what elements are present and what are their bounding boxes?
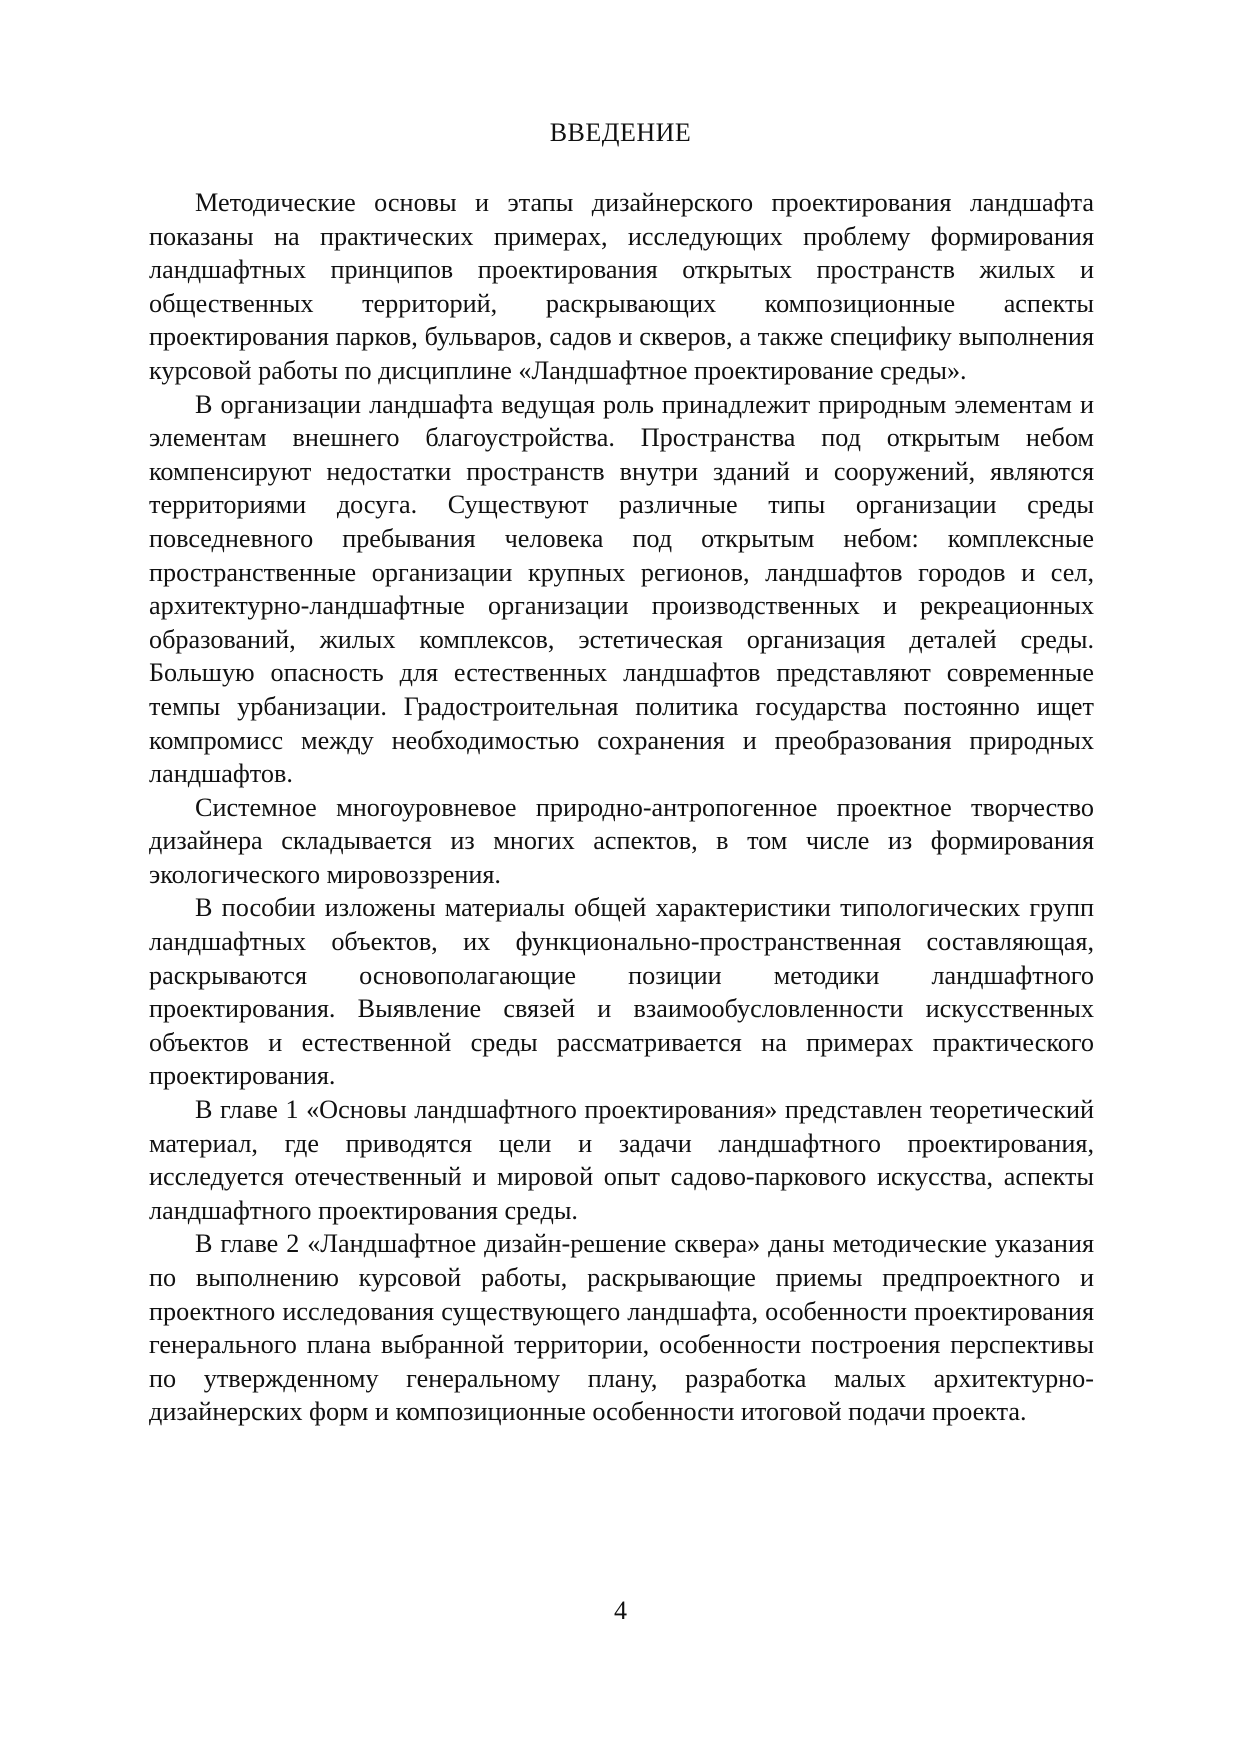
paragraph: Методические основы и этапы дизайнерского проектирования ландшафта показаны на практических примерах, исследующих проблему формирования ландшафтных принципов проектирования открытых пространств жилых и общественных территорий, раскрывающих композиционные аспекты проектирования парков, бульваров, садов и скверов, а также специфику выполнения курсовой работы по дисциплине «Ландшафтное проектирование среды».	[149, 188, 1094, 385]
paragraph: Системное многоуровневое природно-антропогенное проектное творчество дизайнера складывается из многих аспектов, в том числе из формирования экологического мировоззрения.	[149, 792, 1094, 889]
body-text	[149, 186, 1094, 1429]
paragraph: В главе 2 «Ландшафтное дизайн-решение сквера» даны методические указания по выполнению курсовой работы, раскрывающие приемы предпроектного и проектного исследования существующего ландшафта, особенности проектирования генерального плана выбранной территории, особенности построения перспективы по утвержденному генеральному плану, разработка малых архитектурно-дизайнерских форм и композиционные особенности итоговой подачи проекта.	[149, 1229, 1094, 1427]
page-title: ВВЕДЕНИЕ	[549, 118, 692, 147]
paragraph: В пособии изложены материалы общей характеристики типологических групп ландшафтных объектов, их функционально-пространственная составляющая, раскрываются основополагающие позиции методики ландшафтного проектирования. Выявление связей и взаимообусловленности искусственных объектов и естественной среды рассматривается на примерах практического проектирования.	[149, 893, 1094, 1091]
paragraph: В организации ландшафта ведущая роль принадлежит природным элементам и элементам внешнего благоустройства. Пространства под открытым небом компенсируют недостатки пространств внутри зданий и сооружений, являются территориями досуга. Существуют различные типы организации среды повседневного пребывания человека под открытым небом: комплексные пространственные организации крупных регионов, ландшафтов городов и сел, архитектурно-ландшафтные организации производственных и рекреационных образований, жилых комплексов, эстетическая организация деталей среды. Большую опасность для естественных ландшафтов представляют современные темпы урбанизации. Градостроительная политика государства постоянно ищет компромисс между необходимостью сохранения и преобразования природных ландшафтов.	[149, 389, 1094, 789]
page-number: 4	[614, 1596, 627, 1625]
paragraph: В главе 1 «Основы ландшафтного проектирования» представлен теоретический материал, где приводятся цели и задачи ландшафтного проектирования, исследуется отечественный и мировой опыт садово-паркового искусства, аспекты ландшафтного проектирования среды.	[149, 1095, 1094, 1225]
